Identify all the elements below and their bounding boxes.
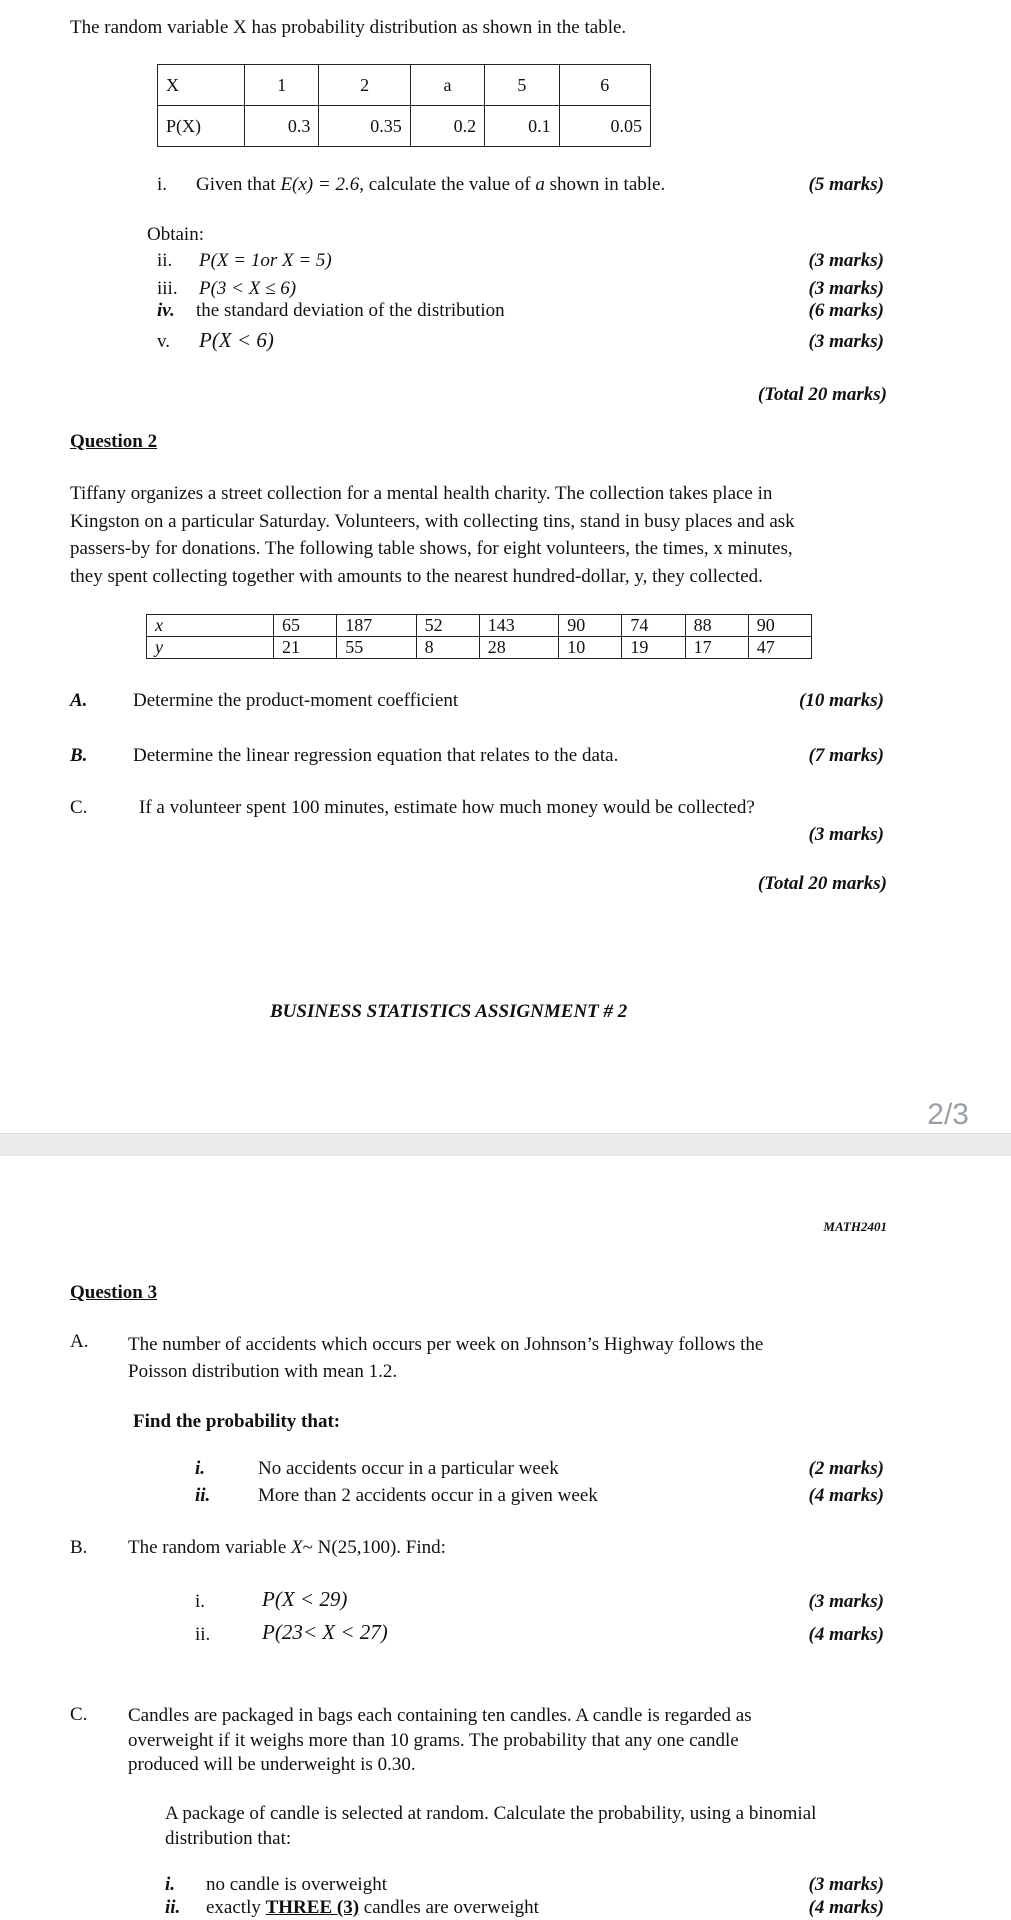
q2-C-text: If a volunteer spent 100 minutes, estimate how much money would be collected? — [139, 797, 755, 818]
q2-A-label: A. — [70, 690, 88, 711]
q3-Cii-text: exactly THREE (3) candles are overweight — [206, 1897, 539, 1918]
q2-C-marks: (3 marks) — [808, 824, 884, 845]
table-cell: 65 — [274, 615, 337, 637]
q2-C-label: C. — [70, 797, 88, 818]
volunteer-data-table — [146, 614, 812, 659]
table-cell: P(X) — [158, 106, 245, 147]
q1-iv-text: the standard deviation of the distribution — [196, 300, 505, 321]
table-cell: 19 — [622, 637, 685, 659]
q3-Bi-number: i. — [195, 1591, 206, 1612]
question-3-heading: Question 3 — [70, 1282, 158, 1303]
q3-Bi-expr: P(X < 29) — [262, 1587, 348, 1611]
q1-ii-number: ii. — [157, 250, 173, 271]
q3-Ci-marks: (3 marks) — [808, 1874, 884, 1895]
table-cell: 28 — [479, 637, 558, 659]
table-row — [158, 65, 651, 106]
table-cell: 88 — [685, 615, 748, 637]
table-cell: X — [158, 65, 245, 106]
intro-text: The random variable X has probability distribution as shown in the table. — [70, 17, 627, 38]
q1-i-text: Given that E(x) = 2.6, calculate the value of a shown in table. — [196, 174, 666, 195]
q1-v-expr: P(X < 6) — [199, 328, 274, 352]
table-cell: 2 — [319, 65, 410, 106]
q2-B-label: B. — [70, 745, 88, 766]
q3-A-label: A. — [70, 1331, 89, 1352]
q1-iv-number: iv. — [157, 300, 175, 321]
q2-B-text: Determine the linear regression equation that relates to the data. — [133, 745, 619, 766]
q2-total: (Total 20 marks) — [757, 873, 887, 894]
q3-C-paragraph: Candles are packaged in bags each containing ten candles. A candle is regarded as overweight if it weighs more than 10 grams. The probability that any one candle produced will be underweight is 0.30. — [128, 1705, 752, 1775]
page-separator — [0, 1133, 1011, 1156]
q3-C-label: C. — [70, 1704, 88, 1725]
q3-B-label: B. — [70, 1537, 88, 1558]
q3-Ci-text: no candle is overweight — [206, 1874, 387, 1895]
table-cell: 1 — [245, 65, 319, 106]
q3-Bi-marks: (3 marks) — [808, 1591, 884, 1612]
q3-Cii-number: ii. — [165, 1897, 181, 1918]
table-cell: 6 — [559, 65, 650, 106]
q3-Bii-marks: (4 marks) — [808, 1624, 884, 1645]
q1-iii-number: iii. — [157, 278, 178, 299]
table-cell: a — [410, 65, 484, 106]
obtain-label: Obtain: — [147, 224, 204, 245]
q2-B-marks: (7 marks) — [808, 745, 884, 766]
q3-Aii-number: ii. — [195, 1485, 211, 1506]
table-cell: 74 — [622, 615, 685, 637]
q3-B-text: The random variable X~ N(25,100). Find: — [128, 1537, 446, 1558]
q2-A-marks: (10 marks) — [799, 690, 884, 711]
q1-iii-marks: (3 marks) — [808, 278, 884, 299]
table-cell: 187 — [337, 615, 416, 637]
table-cell: 143 — [479, 615, 558, 637]
table-cell: 10 — [559, 637, 622, 659]
table-cell: x — [147, 615, 274, 637]
q3-Ai-marks: (2 marks) — [808, 1458, 884, 1479]
q3-Ai-text: No accidents occur in a particular week — [258, 1458, 559, 1479]
table-row — [158, 106, 651, 147]
q3-Cii-marks: (4 marks) — [808, 1897, 884, 1918]
assignment-title: BUSINESS STATISTICS ASSIGNMENT # 2 — [270, 1001, 628, 1022]
table-row — [147, 615, 812, 637]
q3-Aii-marks: (4 marks) — [808, 1485, 884, 1506]
table-cell: 90 — [559, 615, 622, 637]
page-indicator: 2/3 — [927, 1098, 969, 1131]
q3-A-text: The number of accidents which occurs per week on Johnson’s Highway follows the Poisson distribution with mean 1.2. — [128, 1334, 764, 1382]
table-cell: 0.2 — [410, 106, 484, 147]
table-cell: 52 — [416, 615, 479, 637]
find-probability-label: Find the probability that: — [133, 1411, 341, 1432]
q1-iii-expr: P(3 < X ≤ 6) — [199, 278, 297, 299]
q3-Aii-text: More than 2 accidents occur in a given week — [258, 1485, 598, 1506]
table-cell: 0.3 — [245, 106, 319, 147]
table-row — [147, 637, 812, 659]
q1-ii-expr: P(X = 1or X = 5) — [199, 250, 332, 271]
q3-Bii-expr: P(23< X < 27) — [262, 1620, 388, 1644]
table-cell: 47 — [748, 637, 811, 659]
q1-v-number: v. — [157, 331, 171, 352]
q1-i-number: i. — [157, 174, 168, 195]
probability-table — [157, 64, 651, 147]
q1-v-marks: (3 marks) — [808, 331, 884, 352]
q1-total: (Total 20 marks) — [757, 384, 887, 405]
course-code: MATH2401 — [823, 1219, 887, 1234]
table-cell: 90 — [748, 615, 811, 637]
q1-ii-marks: (3 marks) — [808, 250, 884, 271]
q3-Ai-number: i. — [195, 1458, 206, 1479]
q2-A-text: Determine the product-moment coefficient — [133, 690, 459, 711]
q3-Bii-number: ii. — [195, 1624, 211, 1645]
table-cell: 55 — [337, 637, 416, 659]
table-cell: 21 — [274, 637, 337, 659]
table-cell: y — [147, 637, 274, 659]
table-cell: 0.05 — [559, 106, 650, 147]
table-cell: 0.35 — [319, 106, 410, 147]
q1-i-marks: (5 marks) — [808, 174, 884, 195]
question-2-heading: Question 2 — [70, 431, 158, 452]
table-cell: 17 — [685, 637, 748, 659]
table-cell: 5 — [485, 65, 559, 106]
table-cell: 8 — [416, 637, 479, 659]
question-2-paragraph: Tiffany organizes a street collection for a mental health charity. The collection takes place in Kingston on a particular Saturday. Volunteers, with collecting tins, stand in busy places and ask passers-by for donations. The following table shows, for eight volunteers, the times, x minutes, they spent collecting together with amounts to the nearest hundred-dollar, y, they collected. — [70, 483, 795, 587]
q1-iv-marks: (6 marks) — [808, 300, 884, 321]
table-cell: 0.1 — [485, 106, 559, 147]
q3-C-instruction: A package of candle is selected at random. Calculate the probability, using a binomial distribution that: — [165, 1803, 817, 1849]
q3-Ci-number: i. — [165, 1874, 176, 1895]
